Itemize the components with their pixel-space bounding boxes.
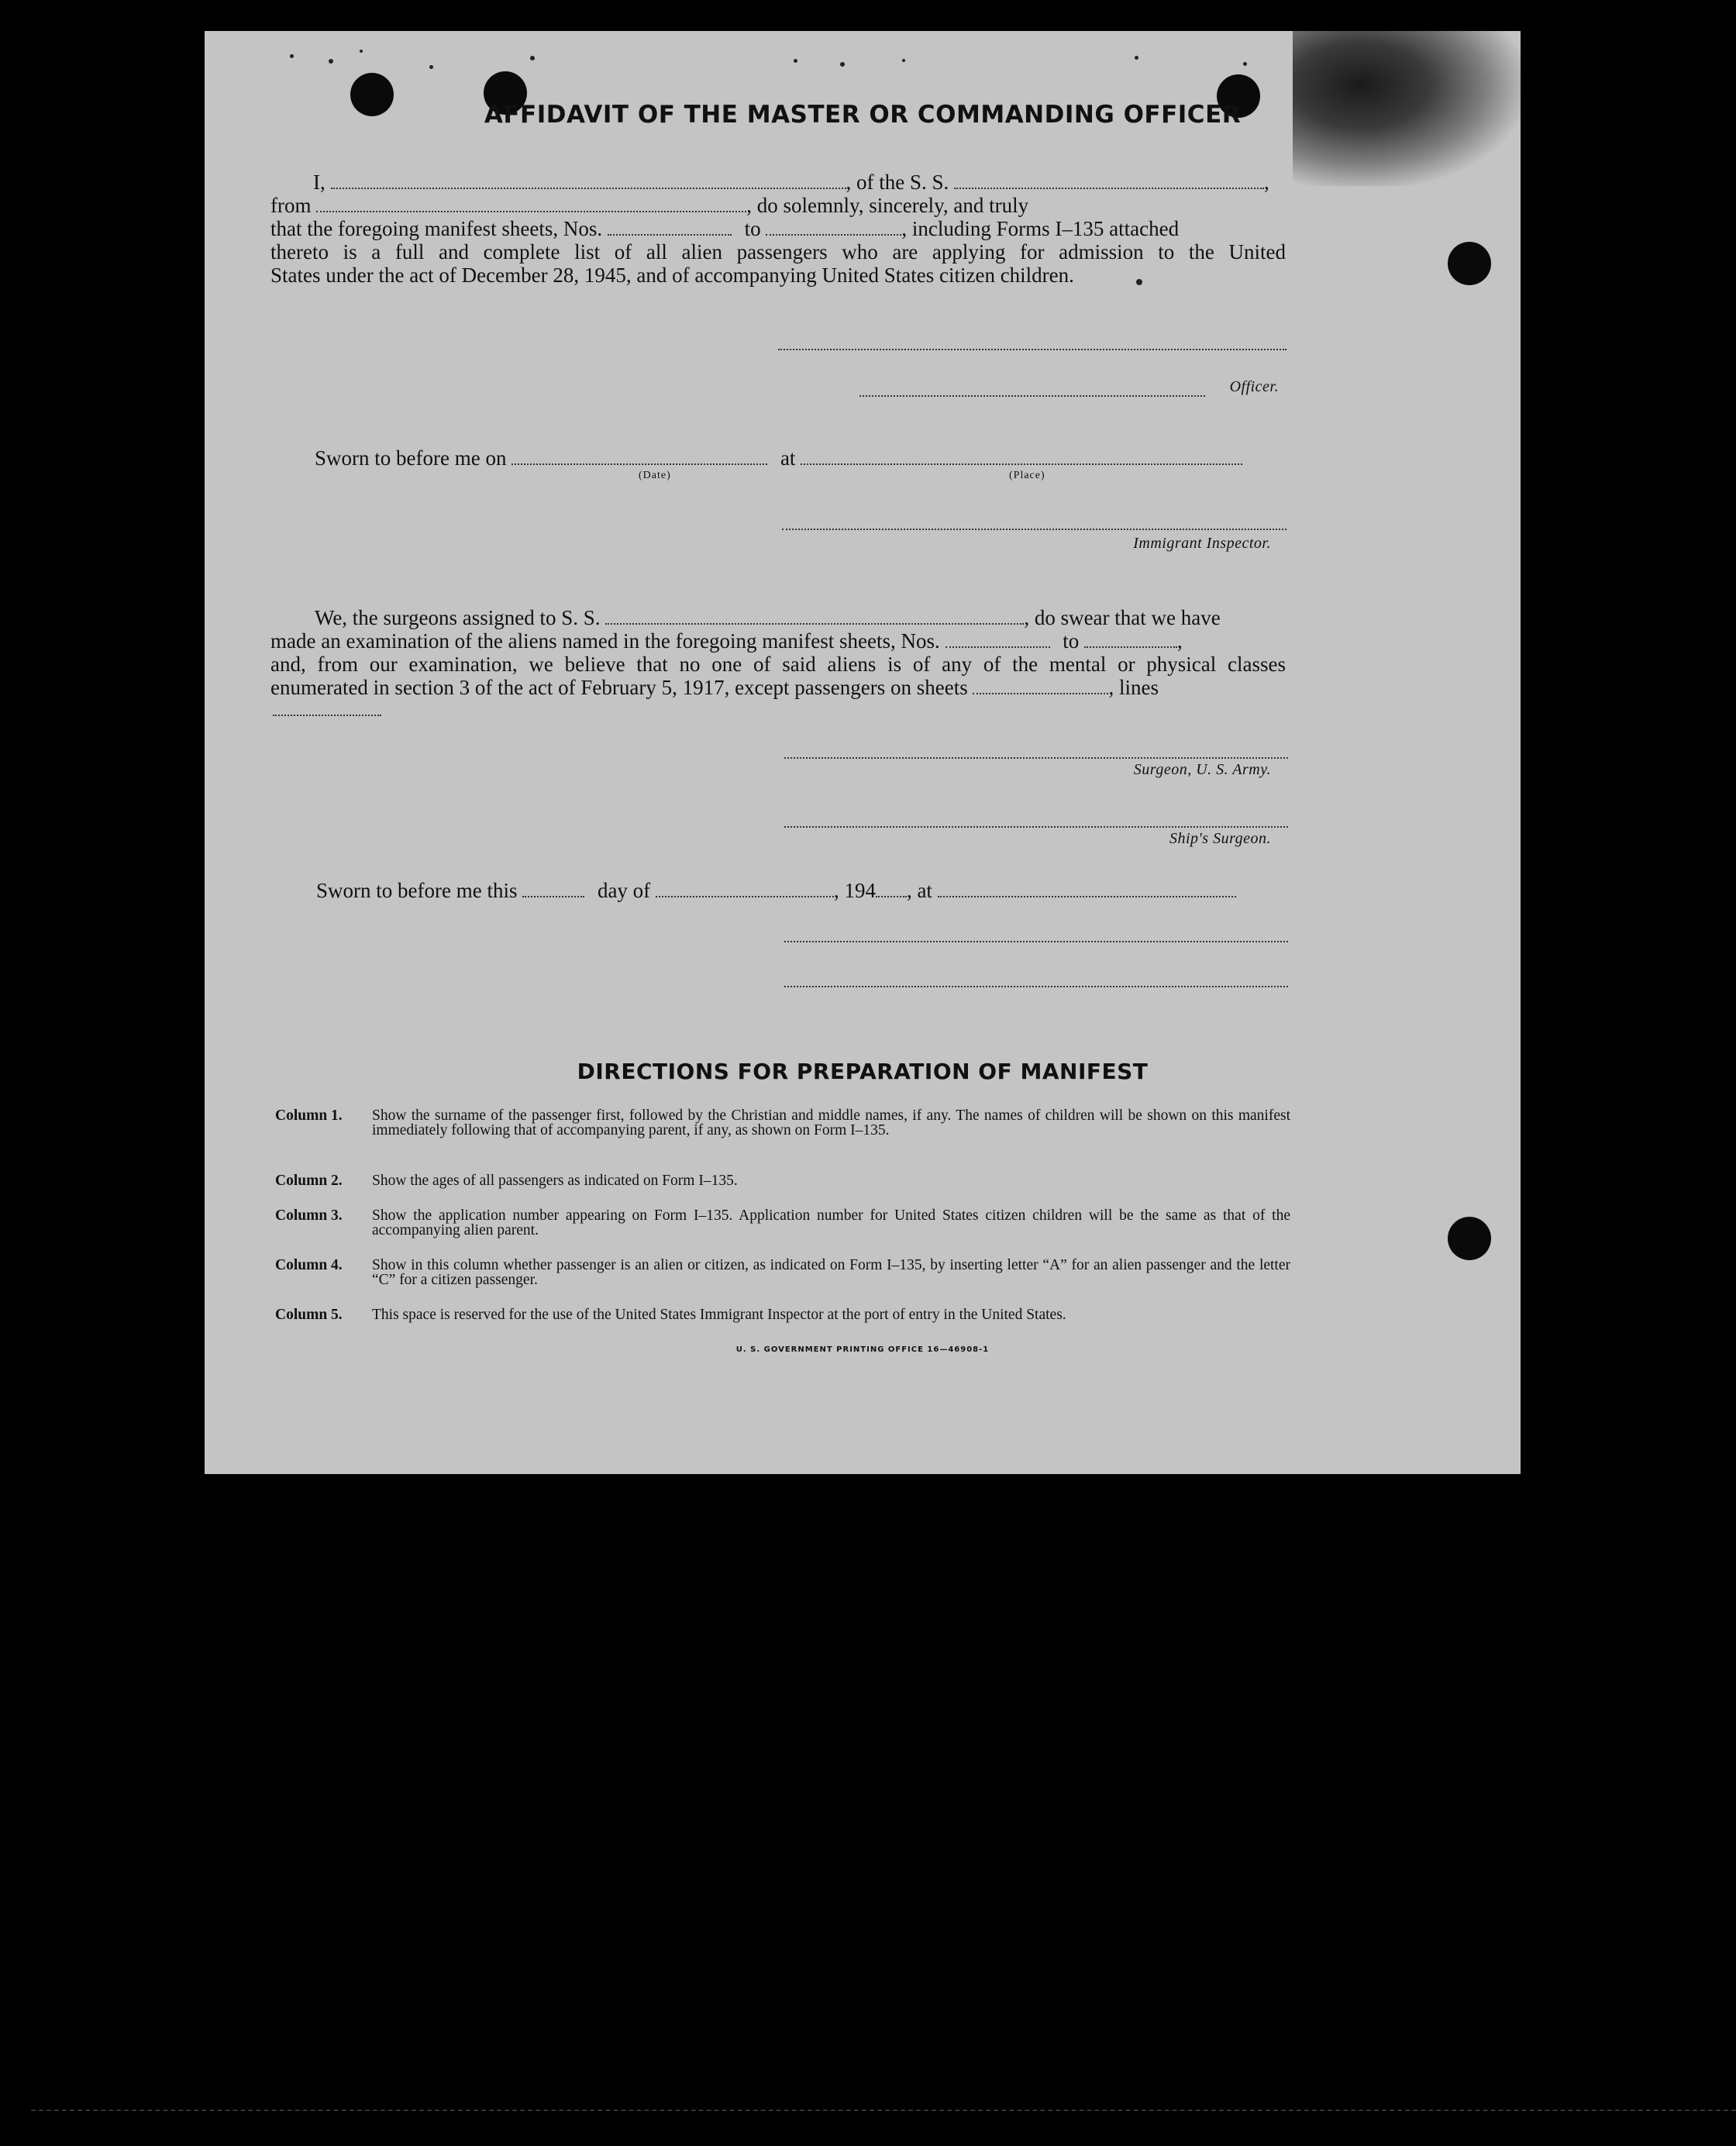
punch-hole bbox=[1448, 1217, 1491, 1260]
direction-label: Column 3. bbox=[275, 1207, 343, 1224]
text: , at bbox=[906, 879, 932, 902]
sheets-to-blank[interactable] bbox=[766, 220, 901, 236]
punch-hole bbox=[1448, 242, 1491, 285]
surgeons-line-2 bbox=[270, 629, 1286, 653]
date-blank[interactable] bbox=[512, 450, 767, 465]
speck bbox=[360, 50, 363, 53]
scan-edge-line bbox=[31, 2110, 1736, 2111]
speck bbox=[290, 54, 294, 58]
ships-surgeon-label: Ship's Surgeon. bbox=[1169, 830, 1271, 847]
text: to bbox=[744, 217, 761, 240]
direction-text: This space is reserved for the use of the United States Immigrant Inspector at the port of entry in the United States. bbox=[372, 1307, 1066, 1323]
text: Sworn to before me this bbox=[316, 879, 518, 902]
text: , bbox=[1177, 629, 1183, 653]
inspector-signature-line[interactable] bbox=[782, 529, 1286, 530]
place-blank[interactable] bbox=[801, 450, 1242, 465]
text: made an examination of the aliens named in the foregoing manifest sheets, Nos. bbox=[270, 629, 940, 653]
text: , of the S. S. bbox=[846, 171, 949, 194]
text: Sworn to before me on bbox=[315, 446, 507, 470]
speck bbox=[530, 56, 535, 60]
officer-signature-line[interactable] bbox=[859, 395, 1205, 397]
direction-label: Column 1. bbox=[275, 1107, 343, 1124]
text: , including Forms I–135 attached bbox=[901, 217, 1180, 240]
officer-signature-line-2[interactable] bbox=[784, 941, 1288, 942]
text: , lines bbox=[1108, 676, 1159, 699]
speck bbox=[794, 59, 797, 63]
text: enumerated in section 3 of the act of February 5, 1917, except passengers on sheets bbox=[270, 676, 968, 699]
text: , 194 bbox=[833, 879, 876, 902]
name-blank[interactable] bbox=[331, 174, 846, 189]
direction-item bbox=[275, 1173, 1290, 1188]
direction-item bbox=[275, 1208, 1290, 1238]
exam-to-blank[interactable] bbox=[1084, 632, 1177, 648]
affidavit-line-5: States under the act of December 28, 1945, and of accompanying United States citizen children. bbox=[270, 264, 1074, 287]
affidavit-title: AFFIDAVIT OF THE MASTER OR COMMANDING OFFICER bbox=[484, 101, 1242, 129]
text: to bbox=[1063, 629, 1080, 653]
direction-text: Show the ages of all passengers as indicated on Form I–135. bbox=[372, 1173, 738, 1189]
direction-label: Column 4. bbox=[275, 1257, 343, 1273]
text: I, bbox=[313, 171, 326, 194]
text: , do swear that we have bbox=[1024, 606, 1221, 629]
speck bbox=[840, 62, 845, 67]
form-page bbox=[205, 31, 1521, 1474]
direction-text: Show the application number appearing on Form I–135. Application number for United States citizen children will be the same as that of the accompanying alien parent. bbox=[372, 1207, 1290, 1238]
sheets-from-blank[interactable] bbox=[608, 220, 732, 236]
month-blank[interactable] bbox=[656, 882, 834, 897]
text: We, the surgeons assigned to S. S. bbox=[315, 606, 601, 629]
inspector-label: Immigrant Inspector. bbox=[1133, 535, 1271, 552]
direction-text: Show the surname of the passenger first, followed by the Christian and middle names, if any. The names of children will be shown on this manifest immediately following that of accompanying parent, if any, as shown on Form I–135. bbox=[372, 1107, 1290, 1138]
direction-text: Show in this column whether passenger is an alien or citizen, as indicated on Form I–135, by inserting letter “A” for an alien passenger and the letter “C” for a citizen passenger. bbox=[372, 1257, 1290, 1288]
from-blank[interactable] bbox=[316, 197, 746, 212]
surgeons-line-3: and, from our examination, we believe that no one of said aliens is of any of the mental or physical classes bbox=[270, 653, 1286, 676]
text: that the foregoing manifest sheets, Nos. bbox=[270, 217, 603, 240]
sheets-blank[interactable] bbox=[973, 679, 1108, 694]
ship-blank[interactable] bbox=[954, 174, 1264, 189]
directions-title: DIRECTIONS FOR PREPARATION OF MANIFEST bbox=[577, 1059, 1149, 1084]
speck bbox=[1243, 62, 1247, 66]
direction-label: Column 5. bbox=[275, 1307, 343, 1323]
text: from bbox=[270, 194, 312, 217]
year-blank[interactable] bbox=[876, 882, 907, 897]
date-label: (Date) bbox=[639, 470, 671, 481]
affidavit-line-2 bbox=[270, 194, 1286, 217]
exam-from-blank[interactable] bbox=[946, 632, 1050, 648]
lines-blank[interactable] bbox=[273, 715, 381, 716]
text: day of bbox=[597, 879, 651, 902]
text: , bbox=[1264, 171, 1269, 194]
army-surgeon-signature-line[interactable] bbox=[784, 757, 1288, 759]
text: at bbox=[780, 446, 796, 470]
day-blank[interactable] bbox=[522, 882, 584, 897]
affidavit-line-3 bbox=[270, 217, 1286, 240]
officer-label: Officer. bbox=[1229, 378, 1279, 395]
place-label: (Place) bbox=[1009, 470, 1045, 481]
direction-item bbox=[275, 1108, 1290, 1138]
ships-surgeon-signature-line[interactable] bbox=[784, 826, 1288, 828]
printing-office-footer: U. S. GOVERNMENT PRINTING OFFICE 16—46908-1 bbox=[735, 1345, 990, 1354]
direction-item bbox=[275, 1258, 1290, 1287]
sworn-line-1 bbox=[270, 446, 1286, 470]
surgeons-line-4 bbox=[270, 676, 1286, 699]
affidavit-line-4: thereto is a full and complete list of all alien passengers who are applying for admission to the United bbox=[270, 240, 1286, 264]
signature-line[interactable] bbox=[778, 349, 1286, 350]
surgeon-ship-blank[interactable] bbox=[605, 609, 1024, 625]
army-surgeon-label: Surgeon, U. S. Army. bbox=[1133, 761, 1271, 778]
affidavit-line-1 bbox=[270, 171, 1286, 194]
speck bbox=[429, 65, 433, 69]
surgeons-line-1 bbox=[270, 606, 1286, 629]
officer-signature-line-3[interactable] bbox=[784, 986, 1288, 987]
direction-item bbox=[275, 1307, 1290, 1322]
direction-label: Column 2. bbox=[275, 1173, 343, 1189]
speck bbox=[902, 59, 905, 62]
speck bbox=[1135, 56, 1138, 60]
speck bbox=[329, 59, 333, 64]
sworn-line-2 bbox=[270, 879, 1286, 902]
sworn-place-blank[interactable] bbox=[938, 882, 1236, 897]
text: , do solemnly, sincerely, and truly bbox=[746, 194, 1029, 217]
